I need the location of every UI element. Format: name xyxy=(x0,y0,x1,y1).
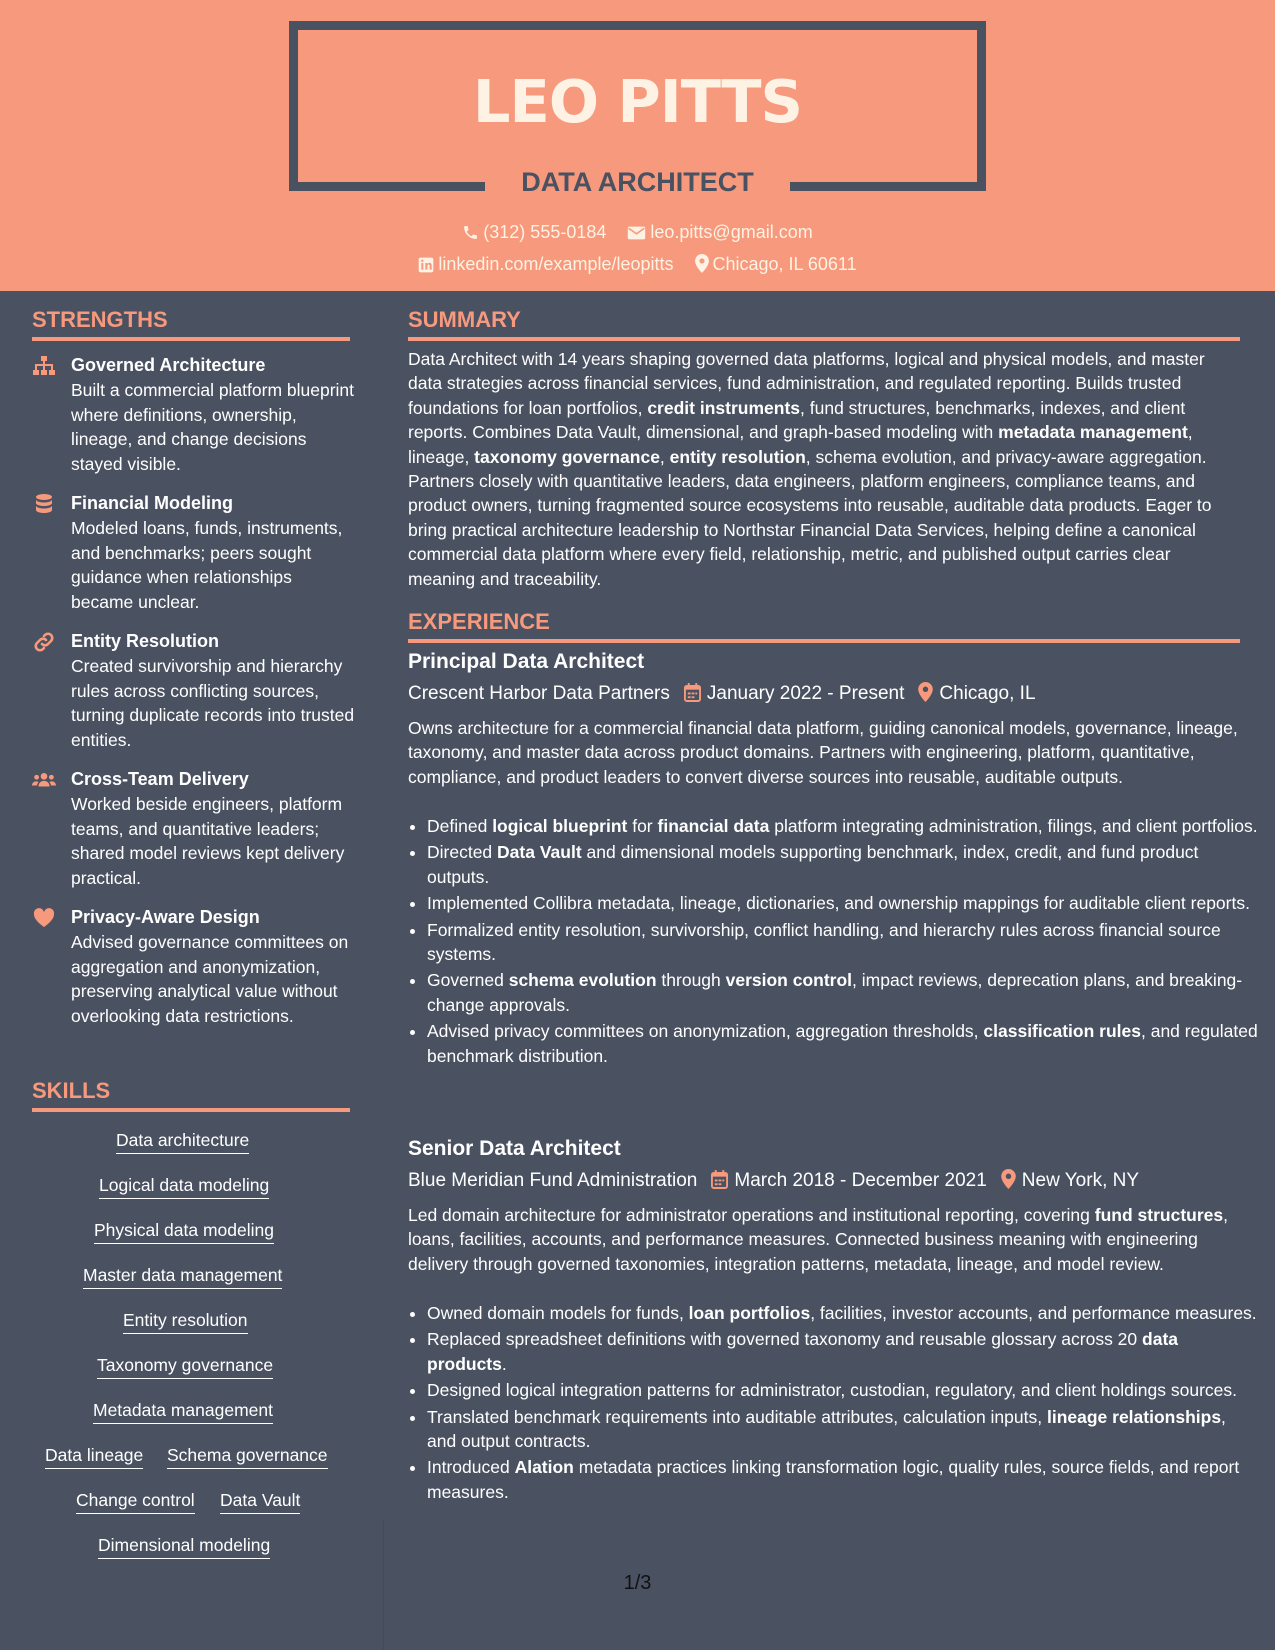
summary-text: Data Architect with 14 years shaping governed data platforms, logical and physical models, and master data strategies across financial services, fund administration, and regulated reporting. Builds trusted foundations for loan portfolios, credit instruments, fund structures, benchmarks, indexes, and client reports. Combines Data Vault, dimensional, and graph-based modeling with metadata management, lineage, taxonomy governance, entity resolution, schema evolution, and privacy-aware aggregation. Partners closely with quantitative leaders, data engineers, platform engineers, compliance teams, and product owners, turning fragmented source ecosystems into reusable, auditable data products. Eager to bring practical architecture leadership to Northstar Financial Data Services, helping define a canonical commercial data platform where every field, relationship, metric, and published output carries clear meaning and traceability. xyxy=(408,349,1212,589)
job-dates: January 2022 - Present xyxy=(706,683,905,704)
job-bullet: • Directed Data Vault and dimensional models supporting benchmark, index, credit, and fund product outputs. xyxy=(427,840,1259,889)
skill-tag: Change control xyxy=(76,1488,195,1514)
job-bullet: • Introduced Alation metadata practices linking transformation logic, quality rules, source fields, and report measures. xyxy=(427,1455,1259,1504)
bold-phrase: financial data xyxy=(657,816,770,836)
email-text: leo.pitts@gmail.com xyxy=(650,222,813,242)
job-bullet: • Defined logical blueprint for financial data platform integrating administration, filings, and client portfolios. xyxy=(427,814,1259,838)
strength-desc: Advised governance committees on aggregation and anonymization, preserving analytical value without overlooking data restrictions. xyxy=(71,932,349,1026)
skill-tag: Data architecture xyxy=(116,1128,249,1154)
calendar-icon xyxy=(711,1170,728,1189)
job-dates: March 2018 - December 2021 xyxy=(734,1170,987,1191)
phone-contact[interactable] xyxy=(462,220,606,244)
skill-tag: Data Vault xyxy=(220,1488,300,1514)
envelope-icon xyxy=(627,225,646,241)
job-bullets xyxy=(408,1301,1259,1506)
job-title: Principal Data Architect xyxy=(408,650,645,673)
skill-tag: Schema governance xyxy=(167,1443,328,1469)
summary-heading: SUMMARY xyxy=(408,307,521,332)
map-marker-icon xyxy=(918,682,933,702)
skills-rule xyxy=(32,1108,350,1112)
bold-phrase: Alation xyxy=(514,1457,574,1478)
job-bullet: • Formalized entity resolution, survivorship, conflict handling, and hierarchy rules across financial source systems. xyxy=(427,918,1259,967)
strength-desc: Built a commercial platform blueprint where definitions, ownership, lineage, and change decisions stayed visible. xyxy=(71,380,355,474)
bold-phrase: Data Vault xyxy=(497,842,582,863)
skill-tag: Physical data modeling xyxy=(94,1218,274,1244)
strengths-heading: STRENGTHS xyxy=(32,307,168,332)
link-icon xyxy=(32,631,56,653)
job-meta xyxy=(408,681,1036,707)
job-bullet: • Replaced spreadsheet definitions with governed taxonomy and reusable glossary across 20 data products. xyxy=(427,1327,1259,1376)
bold-phrase: metadata management xyxy=(998,422,1188,443)
phone-text: (312) 555-0184 xyxy=(483,222,607,242)
contact-row-1 xyxy=(0,220,1275,244)
job-bullet: • Designed logical integration patterns for administrator, custodian, regulatory, and client holdings sources. xyxy=(427,1378,1259,1402)
skill-tag: Dimensional modeling xyxy=(98,1533,270,1559)
strength-desc: Worked beside engineers, platform teams, and quantitative leaders; shared model reviews kept delivery practical. xyxy=(71,794,345,888)
skill-tag: Master data management xyxy=(83,1263,282,1289)
strengths-rule xyxy=(32,337,350,341)
job-bullet: • Governed schema evolution through version control, impact reviews, deprecation plans, and breaking-change approvals. xyxy=(427,968,1259,1017)
calendar-icon xyxy=(684,683,701,702)
job-bullets xyxy=(408,814,1259,1070)
strength-title: Governed Architecture xyxy=(71,355,266,375)
summary-rule xyxy=(408,337,1240,341)
job-bullet: • Owned domain models for funds, loan portfolios, facilities, investor accounts, and performance measures. xyxy=(427,1301,1259,1325)
candidate-role: DATA ARCHITECT xyxy=(521,167,754,197)
map-marker-icon xyxy=(1001,1169,1016,1189)
bold-phrase: lineage relationships xyxy=(1046,1406,1222,1427)
job-bullet: • Implemented Collibra metadata, lineage, dictionaries, and ownership mappings for auditable client reports. xyxy=(427,891,1259,915)
job-location: Chicago, IL xyxy=(939,683,1036,704)
email-contact[interactable] xyxy=(627,220,812,244)
bold-phrase: entity resolution xyxy=(669,446,806,467)
job-bullet: • Advised privacy committees on anonymization, aggregation thresholds, classification rules, and regulated benchmark distribution. xyxy=(427,1019,1259,1068)
job-title: Senior Data Architect xyxy=(408,1137,621,1160)
name-frame-bottom-right xyxy=(790,182,986,191)
strength-title: Privacy-Aware Design xyxy=(71,907,260,927)
experience-heading: EXPERIENCE xyxy=(408,609,550,634)
bold-phrase: fund structures xyxy=(1094,1205,1224,1225)
database-icon xyxy=(32,493,56,515)
heart-icon xyxy=(32,907,56,929)
skill-tag: Logical data modeling xyxy=(99,1173,269,1199)
job-description: Owns architecture for a commercial financial data platform, guiding canonical models, governance, lineage, taxonomy, and master data across product domains. Partners with engineering, platform, quantitative, compliance, and product leaders to convert diverse sources into reusable, auditable outputs. xyxy=(408,718,1238,787)
page-number: 1/3 xyxy=(623,1572,652,1594)
skill-tag: Metadata management xyxy=(93,1398,273,1424)
strength-desc: Created survivorship and hierarchy rules across conflicting sources, turning duplicate records into trusted entities. xyxy=(71,656,355,750)
skills-heading: SKILLS xyxy=(32,1078,111,1103)
skill-tag: Taxonomy governance xyxy=(97,1353,273,1379)
linkedin-icon xyxy=(418,257,434,273)
job-bullet: • Translated benchmark requirements into auditable attributes, calculation inputs, lineage relationships, and output contracts. xyxy=(427,1405,1259,1454)
strength-title: Entity Resolution xyxy=(71,631,219,651)
linkedin-text: linkedin.com/example/leopitts xyxy=(438,254,674,274)
phone-icon xyxy=(462,224,479,241)
strength-desc: Modeled loans, funds, instruments, and benchmarks; peers sought guidance when relationships became unclear. xyxy=(71,518,343,612)
linkedin-contact[interactable] xyxy=(418,252,673,276)
bold-phrase: loan portfolios xyxy=(688,1303,811,1323)
map-marker-icon xyxy=(695,254,709,273)
strength-title: Financial Modeling xyxy=(71,493,234,513)
strength-title: Cross-Team Delivery xyxy=(71,769,249,789)
location-contact xyxy=(695,252,857,276)
experience-rule xyxy=(408,639,1240,643)
candidate-name: LEO PITTS xyxy=(472,67,803,136)
job-meta xyxy=(408,1168,1139,1194)
bold-phrase: data products xyxy=(427,1329,1178,1374)
skill-tag: Data lineage xyxy=(45,1443,143,1469)
bold-phrase: classification rules xyxy=(983,1021,1141,1042)
job-company: Crescent Harbor Data Partners xyxy=(408,683,670,704)
job-location: New York, NY xyxy=(1021,1170,1140,1191)
skill-tag: Entity resolution xyxy=(123,1308,248,1334)
bold-phrase: credit instruments xyxy=(647,397,801,418)
job-description: Led domain architecture for administrator operations and institutional reporting, covering fund structures, loans, facilities, accounts, and performance measures. Connected business meaning with engineering delivery through governed taxonomies, integration patterns, metadata, lineage, and model review. xyxy=(408,1205,1228,1274)
users-icon xyxy=(32,769,56,791)
name-frame-bottom-left xyxy=(289,182,485,191)
bold-phrase: taxonomy governance xyxy=(474,446,660,467)
bold-phrase: schema evolution xyxy=(508,970,657,991)
bold-phrase: logical blueprint xyxy=(492,816,628,836)
location-text: Chicago, IL 60611 xyxy=(712,254,857,274)
bold-phrase: version control xyxy=(725,970,853,991)
job-company: Blue Meridian Fund Administration xyxy=(408,1170,698,1191)
contact-row-2 xyxy=(0,252,1275,276)
sitemap-icon xyxy=(32,355,56,377)
